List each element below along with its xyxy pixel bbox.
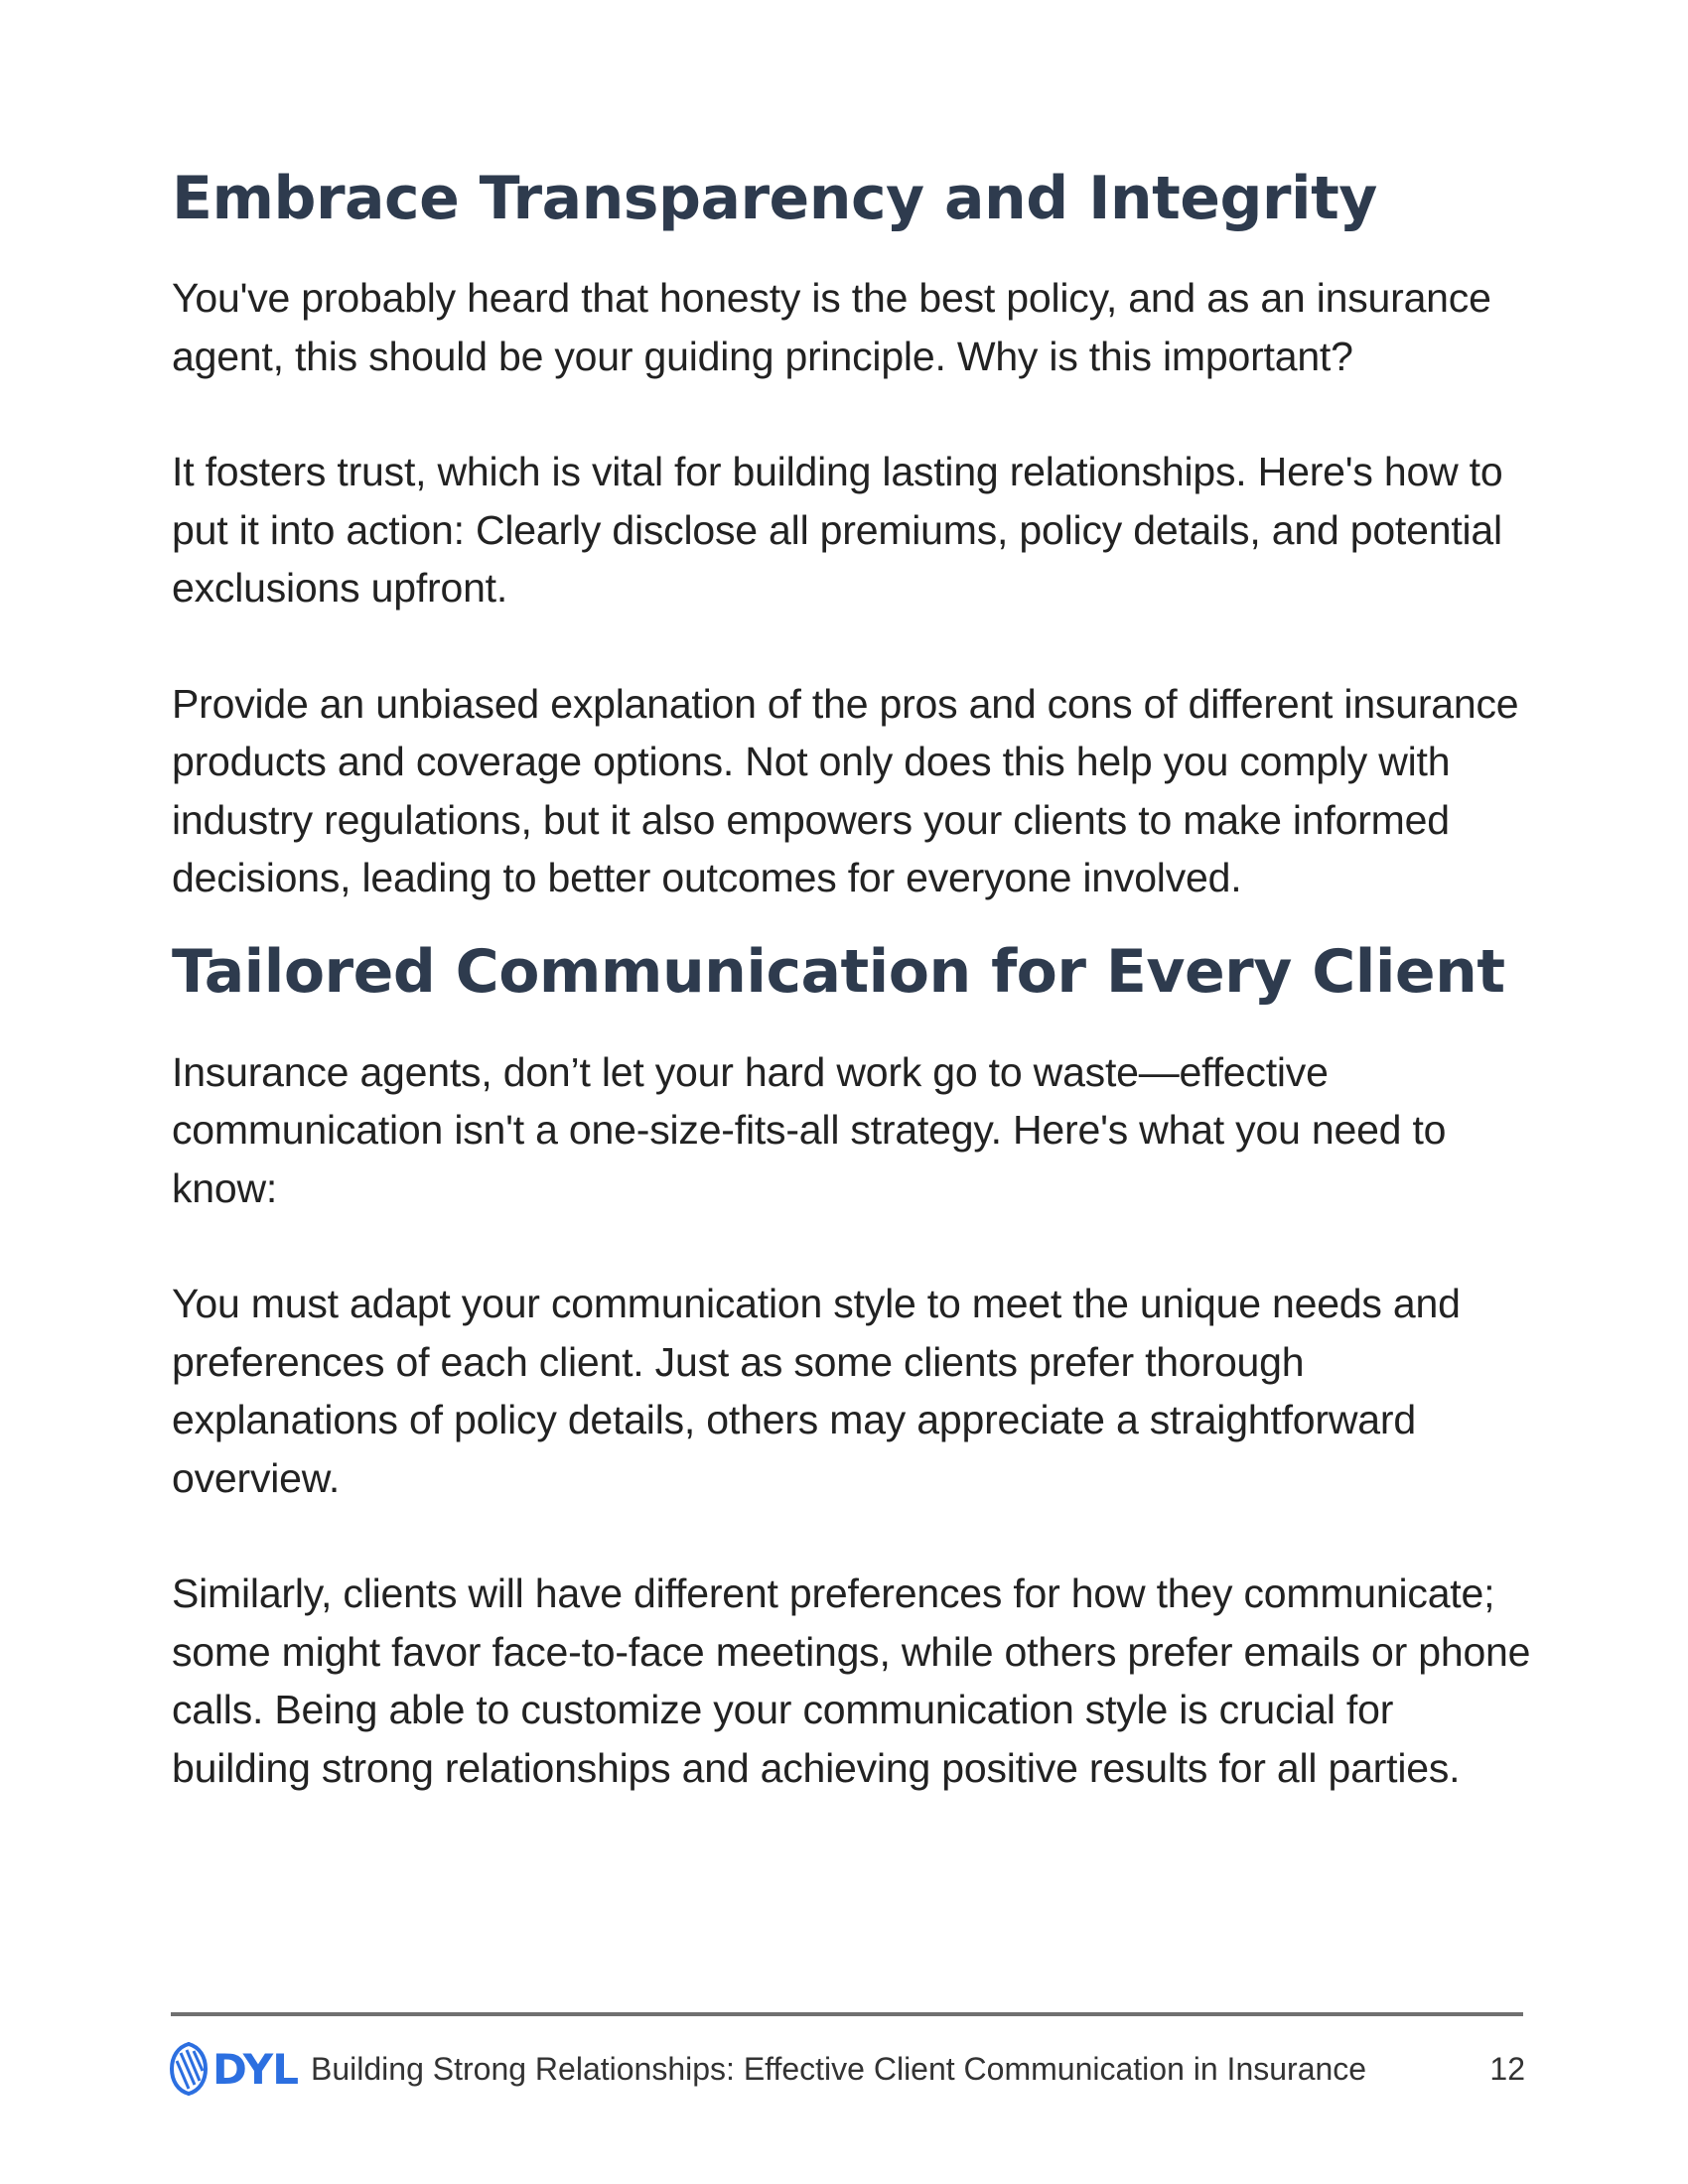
paragraph-not-one-size: Insurance agents, don’t let your hard work go to waste—effective communication isn't a one-size-fits-all strategy. Here's what you need to know: xyxy=(172,1048,1447,1211)
paragraph-communication-preferences: Similarly, clients will have different preferences for how they communicate; some might favor face-to-face meetings, while others prefer emails or phone calls. Being able to customize your communication style is crucial for building strong relationships and achieving positive results for all parties. xyxy=(172,1570,1531,1791)
dyl-logo xyxy=(169,2037,298,2101)
page-footer xyxy=(169,2037,1525,2101)
paragraph-unbiased-explanation: Provide an unbiased explanation of the pros and cons of different insurance products and coverage options. Not only does this help you comply with industry regulations, but it also empowers your clients to make informed decisions, leading to better outcomes for everyone involved. xyxy=(172,680,1519,900)
page-number: 12 xyxy=(1489,2051,1525,2087)
section-heading-transparency: Embrace Transparency and Integrity xyxy=(172,164,1377,233)
dyl-logo-icon xyxy=(169,2041,209,2097)
paragraph-honesty: You've probably heard that honesty is the best policy, and as an insurance agent, this should be your guiding principle. Why is this important? xyxy=(172,275,1491,379)
paragraph-adapt-style: You must adapt your communication style to meet the unique needs and preferences of each client. Just as some clients prefer thorough explanations of policy details, others may appreciate a straightforward overview. xyxy=(172,1281,1461,1501)
paragraph-trust: It fosters trust, which is vital for building lasting relationships. Here's how to put it into action: Clearly disclose all premiums, policy details, and potential exclusions upfront. xyxy=(172,449,1503,611)
logo-wordmark: DYL xyxy=(212,2044,298,2094)
section-heading-tailored-communication: Tailored Communication for Every Client xyxy=(172,936,1505,1007)
page-content xyxy=(172,159,1532,1797)
footer-document-title: Building Strong Relationships: Effective Client Communication in Insurance xyxy=(311,2051,1367,2087)
footer-divider xyxy=(171,2012,1523,2016)
